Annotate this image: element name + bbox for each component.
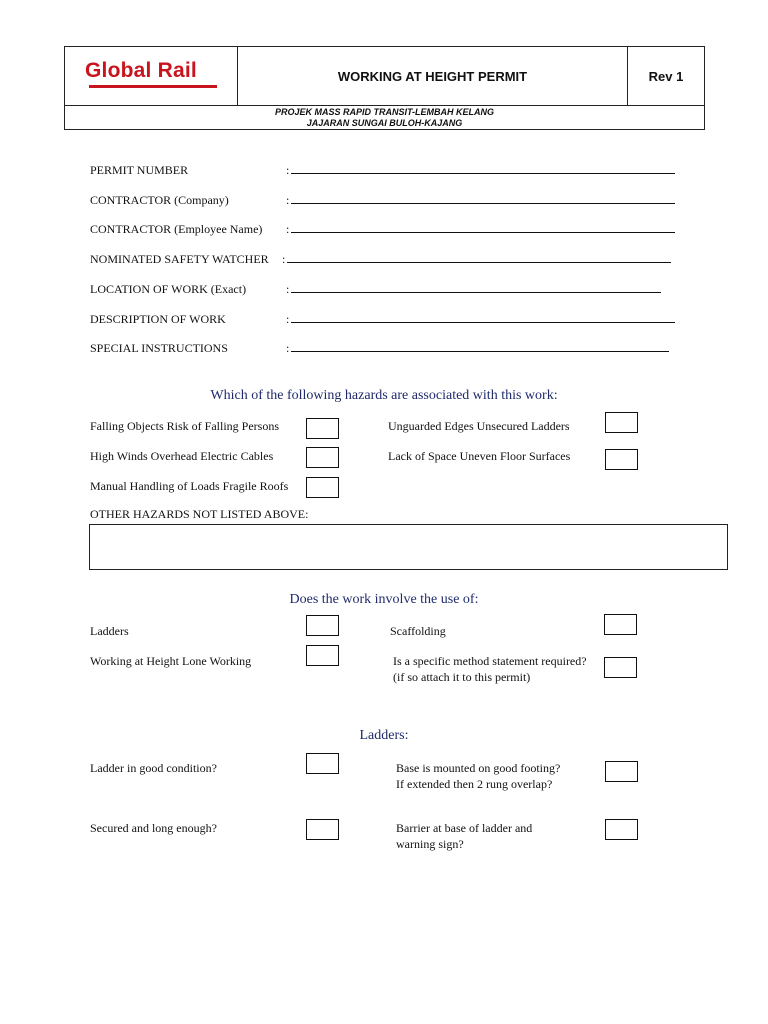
ladder-label-good-condition: Ladder in good condition? bbox=[90, 761, 217, 775]
field-contractor-company[interactable] bbox=[286, 193, 675, 208]
input-line[interactable] bbox=[291, 163, 675, 174]
use-of-section-title: Does the work involve the use of: bbox=[289, 592, 479, 607]
document-title: WORKING AT HEIGHT PERMIT bbox=[238, 47, 628, 105]
hazard-checkbox-falling[interactable] bbox=[306, 418, 339, 439]
hazard-label-high-winds: High Winds Overhead Electric Cables bbox=[90, 449, 274, 463]
field-separator: : bbox=[286, 312, 290, 326]
field-label-permit-number: PERMIT NUMBER bbox=[90, 163, 189, 177]
use-label-working-at-height: Working at Height Lone Working bbox=[90, 654, 252, 668]
input-line[interactable] bbox=[291, 312, 675, 323]
use-label-scaffolding: Scaffolding bbox=[390, 624, 446, 638]
input-line[interactable] bbox=[291, 282, 661, 293]
hazards-section-title: Which of the following hazards are associated with this work: bbox=[210, 388, 558, 403]
ladder-label-rung-overlap: If extended then 2 rung overlap? bbox=[396, 777, 553, 791]
field-separator: : bbox=[286, 341, 290, 355]
ladder-checkbox-secured[interactable] bbox=[306, 819, 339, 840]
field-separator: : bbox=[286, 222, 290, 236]
use-label-method-statement-note: (if so attach it to this permit) bbox=[393, 670, 531, 684]
field-label-safety-watcher: NOMINATED SAFETY WATCHER bbox=[90, 252, 269, 266]
project-line-2: JAJARAN SUNGAI BULOH-KAJANG bbox=[306, 118, 463, 128]
project-info bbox=[65, 105, 704, 129]
other-hazards-label: OTHER HAZARDS NOT LISTED ABOVE: bbox=[90, 507, 309, 521]
use-checkbox-working-at-height[interactable] bbox=[306, 645, 339, 666]
ladder-label-secured: Secured and long enough? bbox=[90, 821, 217, 835]
field-description[interactable] bbox=[286, 312, 675, 327]
field-separator: : bbox=[286, 282, 290, 296]
project-line-1: PROJEK MASS RAPID TRANSIT-LEMBAH KELANG bbox=[274, 107, 494, 117]
field-label-contractor-company: CONTRACTOR (Company) bbox=[90, 193, 229, 207]
ladders-section-title: Ladders: bbox=[359, 728, 409, 743]
field-separator: : bbox=[286, 163, 290, 177]
hazard-checkbox-manual-handling[interactable] bbox=[306, 477, 339, 498]
hazard-label-manual-handling: Manual Handling of Loads Fragile Roofs bbox=[90, 479, 289, 493]
ladder-checkbox-good-condition[interactable] bbox=[306, 753, 339, 774]
use-label-method-statement: Is a specific method statement required? bbox=[393, 654, 587, 668]
field-label-description: DESCRIPTION OF WORK bbox=[90, 312, 226, 326]
field-permit-number[interactable] bbox=[286, 163, 675, 178]
input-line[interactable] bbox=[287, 252, 671, 263]
input-line[interactable] bbox=[291, 193, 675, 204]
field-label-location: LOCATION OF WORK (Exact) bbox=[90, 282, 247, 296]
hazard-label-lack-of-space: Lack of Space Uneven Floor Surfaces bbox=[388, 449, 571, 463]
ladder-label-warning-sign: warning sign? bbox=[396, 837, 464, 851]
field-separator: : bbox=[282, 252, 286, 266]
logo-cell bbox=[65, 47, 238, 105]
field-location[interactable] bbox=[286, 282, 661, 297]
permit-header bbox=[64, 46, 705, 130]
input-line[interactable] bbox=[291, 222, 675, 233]
ladder-checkbox-barrier[interactable] bbox=[605, 819, 638, 840]
input-line[interactable] bbox=[291, 341, 669, 352]
ladder-label-barrier: Barrier at base of ladder and bbox=[396, 821, 533, 835]
hazard-label-unguarded: Unguarded Edges Unsecured Ladders bbox=[388, 419, 570, 433]
field-label-special-instructions: SPECIAL INSTRUCTIONS bbox=[90, 341, 228, 355]
field-label-contractor-employee: CONTRACTOR (Employee Name) bbox=[90, 222, 263, 236]
use-checkbox-method-statement[interactable] bbox=[604, 657, 637, 678]
other-hazards-input[interactable] bbox=[89, 524, 728, 570]
field-special-instructions[interactable] bbox=[286, 341, 669, 356]
logo-underline bbox=[89, 85, 217, 88]
hazard-checkbox-high-winds[interactable] bbox=[306, 447, 339, 468]
hazard-checkbox-lack-of-space[interactable] bbox=[605, 449, 638, 470]
use-checkbox-ladders[interactable] bbox=[306, 615, 339, 636]
hazard-checkbox-unguarded[interactable] bbox=[605, 412, 638, 433]
revision-label: Rev 1 bbox=[648, 68, 684, 84]
field-contractor-employee[interactable] bbox=[286, 222, 675, 237]
global-rail-logo: Global Rail bbox=[85, 59, 197, 82]
use-label-ladders: Ladders bbox=[90, 624, 129, 638]
ladder-label-good-footing: Base is mounted on good footing? bbox=[396, 761, 561, 775]
field-safety-watcher[interactable] bbox=[282, 252, 671, 267]
use-checkbox-scaffolding[interactable] bbox=[604, 614, 637, 635]
hazard-label-falling: Falling Objects Risk of Falling Persons bbox=[90, 419, 279, 433]
field-separator: : bbox=[286, 193, 290, 207]
ladder-checkbox-footing[interactable] bbox=[605, 761, 638, 782]
